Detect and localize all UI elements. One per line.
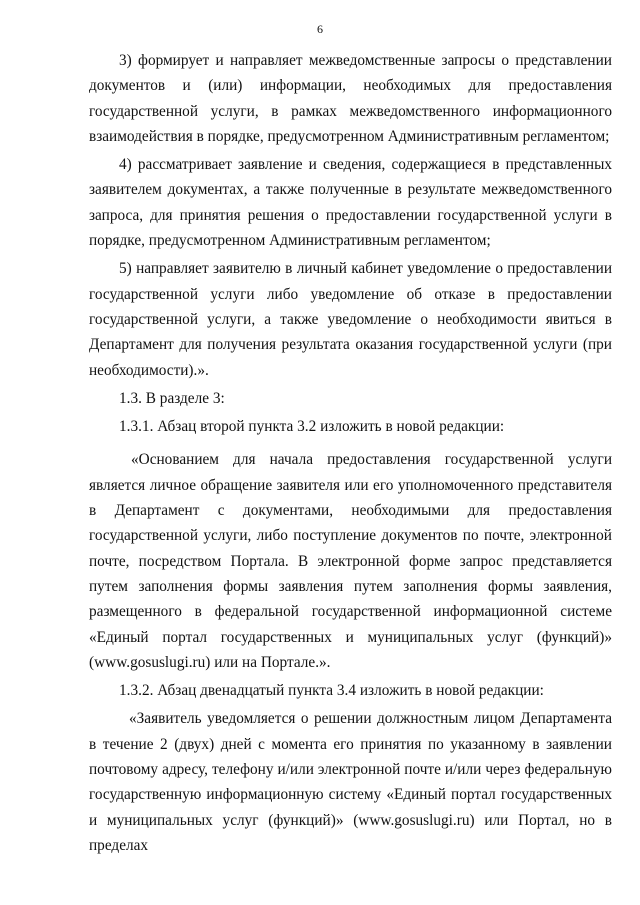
section-heading-1-3: 1.3. В разделе 3: <box>119 389 225 407</box>
quoted-paragraph-3-2: «Основанием для начала предоставления государственной услуги является личное обращение заявителя или его уполномоченного представителя в Департамент с документами, необходимыми для предоставления государственной услуги, либо поступление документов по почте, электронной почте, посредством Портала. В электронной форме запрос представляется путем заполнения формы заявления путем заполнения формы заявления, размещенного в федеральной государственной информационной системе «Единый портал государственных и муниципальных услуг (функций)» (www.gosuslugi.ru) или на Портале.». <box>89 451 612 671</box>
page-number: 6 <box>317 22 323 36</box>
subsection-heading-1-3-1: 1.3.1. Абзац второй пункта 3.2 изложить в новой редакции: <box>119 418 505 436</box>
document-body <box>89 48 612 858</box>
quoted-paragraph-3-4: «Заявитель уведомляется о решении должностным лицом Департамента в течение 2 (двух) дней с момента его принятия по указанному в заявлении почтовому адресу, телефону и/или электронной почте и/или через федеральную государственную информационную систему «Единый портал государственных и муниципальных услуг (функций)» (www.gosuslugi.ru) или Портал, но в пределах <box>89 710 612 854</box>
subsection-heading-1-3-2: 1.3.2. Абзац двенадцатый пункта 3.4 изложить в новой редакции: <box>119 682 544 700</box>
paragraph-item-4: 4) рассматривает заявление и сведения, содержащиеся в представленных заявителем документах, а также полученные в результате межведомственного запроса, для принятия решения о предоставлении государственной услуги в порядке, предусмотренном Административным регламентом; <box>89 156 612 250</box>
paragraph-item-5: 5) направляет заявителю в личный кабинет уведомление о предоставлении государственной услуги либо уведомление об отказе в предоставлении государственной услуги, а также уведомление о необходимости явиться в Департамент для получения результата оказания государственной услуги (при необходимости).». <box>89 260 612 379</box>
paragraph-item-3: 3) формирует и направляет межведомственные запросы о представлении документов и (или) информации, необходимых для предоставления государственной услуги, в рамках межведомственного информационного взаимодействия в порядке, предусмотренном Административным регламентом; <box>89 52 612 145</box>
